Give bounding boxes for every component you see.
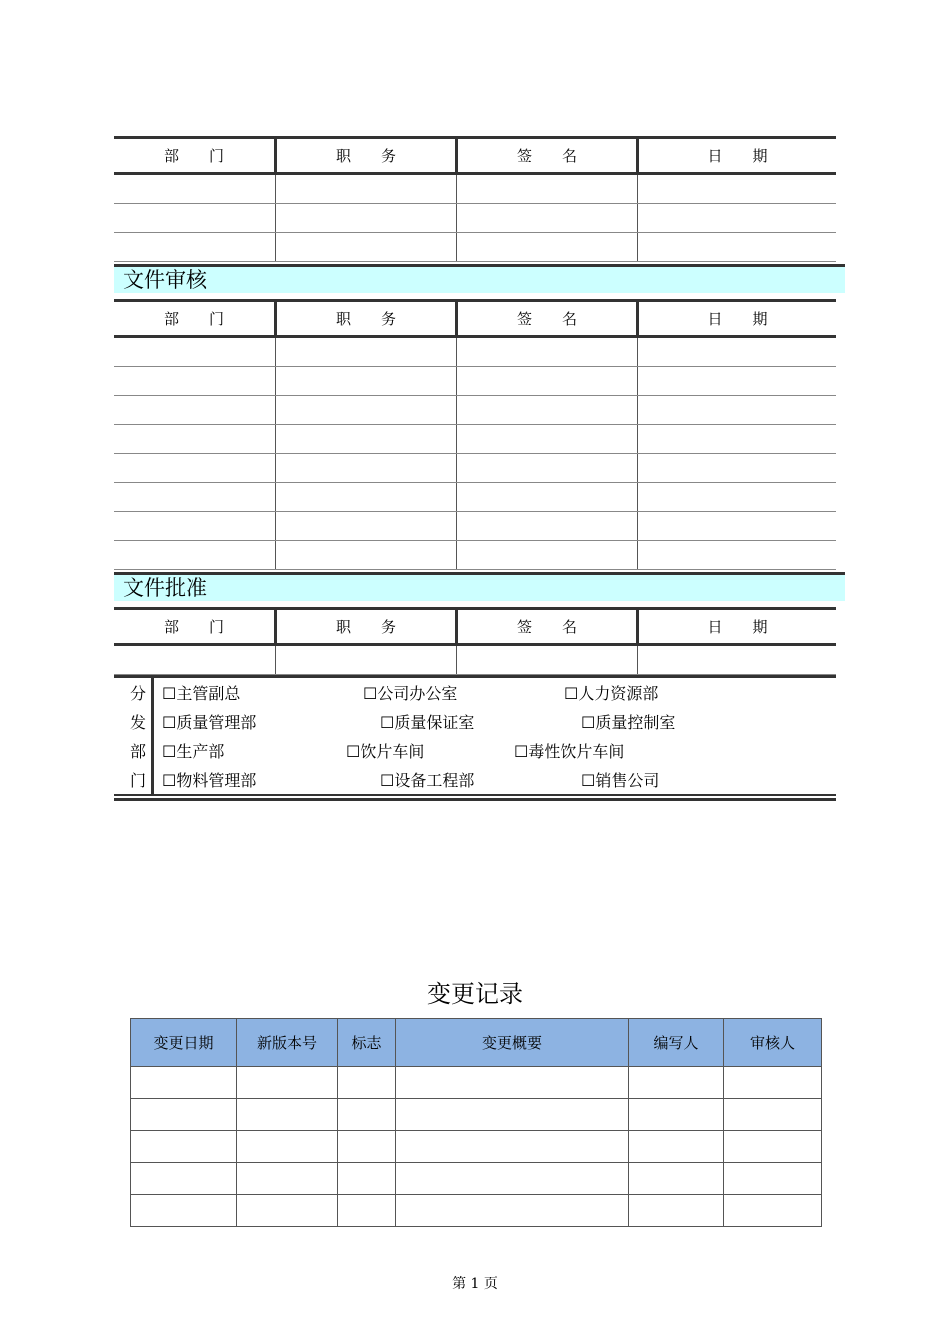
cell[interactable] [276, 233, 457, 262]
cell[interactable] [114, 204, 276, 233]
cell[interactable] [457, 174, 638, 204]
cell[interactable] [338, 1195, 396, 1227]
cell[interactable] [114, 367, 276, 396]
header-date: 日 期 [638, 609, 837, 645]
table-row [114, 645, 836, 675]
cell[interactable] [629, 1131, 724, 1163]
cell[interactable] [114, 512, 276, 541]
table-header-row [114, 301, 836, 337]
cell[interactable] [114, 425, 276, 454]
page-number: 第 1 页 [452, 1276, 498, 1292]
cell[interactable] [114, 396, 276, 425]
table-row [114, 174, 836, 204]
cell[interactable] [131, 1163, 237, 1195]
cell[interactable] [114, 174, 276, 204]
cell[interactable] [638, 174, 837, 204]
cell[interactable] [724, 1163, 822, 1195]
cell[interactable] [114, 454, 276, 483]
cell[interactable] [457, 541, 638, 570]
cell[interactable] [457, 367, 638, 396]
cell[interactable] [457, 512, 638, 541]
cell[interactable] [237, 1067, 338, 1099]
cell[interactable] [638, 645, 837, 675]
cell[interactable] [237, 1163, 338, 1195]
cell[interactable] [338, 1131, 396, 1163]
cell[interactable] [276, 396, 457, 425]
table-header-row [131, 1019, 822, 1067]
cell[interactable] [724, 1099, 822, 1131]
distribution-label-char: 发 [130, 713, 147, 732]
table-row [131, 1067, 822, 1099]
cell[interactable] [114, 645, 276, 675]
cell[interactable] [237, 1099, 338, 1131]
cell[interactable] [638, 367, 837, 396]
cell[interactable] [457, 233, 638, 262]
checkbox-option[interactable]: ☐主管副总 [162, 684, 241, 703]
cell[interactable] [724, 1067, 822, 1099]
header-change-summary: 变更概要 [396, 1019, 629, 1067]
header-signature: 签 名 [457, 138, 638, 174]
cell[interactable] [276, 174, 457, 204]
section-approval-title: 文件批准 [123, 576, 207, 600]
cell[interactable] [638, 396, 837, 425]
section-review [114, 264, 845, 293]
cell[interactable] [724, 1131, 822, 1163]
header-position: 职 务 [276, 301, 457, 337]
cell[interactable] [396, 1163, 629, 1195]
cell[interactable] [276, 541, 457, 570]
header-signature: 签 名 [457, 301, 638, 337]
cell[interactable] [457, 454, 638, 483]
cell[interactable] [638, 337, 837, 367]
table-row [114, 454, 836, 483]
cell[interactable] [457, 396, 638, 425]
cell[interactable] [629, 1099, 724, 1131]
checkbox-option[interactable]: ☐质量控制室 [581, 713, 676, 732]
table-row [131, 1099, 822, 1131]
cell[interactable] [638, 454, 837, 483]
header-flag: 标志 [338, 1019, 396, 1067]
divider [114, 798, 836, 801]
checkbox-option[interactable]: ☐人力资源部 [564, 684, 659, 703]
divider [114, 794, 836, 796]
cell[interactable] [457, 645, 638, 675]
checkbox-option[interactable]: ☐销售公司 [581, 771, 660, 790]
checkbox-option[interactable]: ☐公司办公室 [363, 684, 458, 703]
cell[interactable] [457, 425, 638, 454]
table-header-row [114, 138, 836, 174]
checkbox-option[interactable]: ☐设备工程部 [380, 771, 475, 790]
table-row [114, 337, 836, 367]
table-row [114, 396, 836, 425]
cell[interactable] [131, 1099, 237, 1131]
cell[interactable] [338, 1099, 396, 1131]
header-change-date: 变更日期 [131, 1019, 237, 1067]
checkbox-option[interactable]: ☐饮片车间 [346, 742, 425, 761]
header-department: 部 门 [114, 301, 276, 337]
cell[interactable] [638, 483, 837, 512]
table-row [114, 233, 836, 262]
cell[interactable] [396, 1195, 629, 1227]
cell[interactable] [237, 1131, 338, 1163]
cell[interactable] [276, 483, 457, 512]
change-log-title: 变更记录 [427, 980, 523, 1008]
cell[interactable] [396, 1067, 629, 1099]
signature-table-approval [114, 607, 836, 675]
table-row [114, 483, 836, 512]
signature-table-top [114, 136, 836, 262]
header-new-version: 新版本号 [237, 1019, 338, 1067]
cell[interactable] [131, 1195, 237, 1227]
checkbox-option[interactable]: ☐毒性饮片车间 [514, 742, 625, 761]
checkbox-option[interactable]: ☐质量管理部 [162, 713, 257, 732]
cell[interactable] [457, 337, 638, 367]
header-date: 日 期 [638, 301, 837, 337]
section-approval [114, 572, 845, 601]
cell[interactable] [638, 541, 837, 570]
cell[interactable] [338, 1067, 396, 1099]
change-log-table [130, 1018, 822, 1227]
cell[interactable] [396, 1131, 629, 1163]
cell[interactable] [276, 454, 457, 483]
cell[interactable] [276, 367, 457, 396]
table-row [114, 512, 836, 541]
cell[interactable] [276, 204, 457, 233]
cell[interactable] [638, 233, 837, 262]
cell[interactable] [629, 1163, 724, 1195]
table-row [114, 425, 836, 454]
distribution-label-char: 部 [130, 742, 147, 761]
header-position: 职 务 [276, 138, 457, 174]
table-row [131, 1195, 822, 1227]
cell[interactable] [396, 1099, 629, 1131]
cell[interactable] [638, 512, 837, 541]
section-review-title: 文件审核 [123, 268, 207, 292]
distribution-label [114, 678, 154, 795]
header-position: 职 务 [276, 609, 457, 645]
cell[interactable] [114, 233, 276, 262]
header-department: 部 门 [114, 609, 276, 645]
cell[interactable] [629, 1195, 724, 1227]
cell[interactable] [276, 425, 457, 454]
checkbox-option[interactable]: ☐物料管理部 [162, 771, 257, 790]
checkbox-option[interactable]: ☐质量保证室 [380, 713, 475, 732]
cell[interactable] [457, 204, 638, 233]
header-author: 编写人 [629, 1019, 724, 1067]
cell[interactable] [638, 204, 837, 233]
cell[interactable] [131, 1131, 237, 1163]
table-row [131, 1131, 822, 1163]
cell[interactable] [276, 645, 457, 675]
header-signature: 签 名 [457, 609, 638, 645]
table-row [114, 541, 836, 570]
cell[interactable] [131, 1067, 237, 1099]
distribution-label-char: 门 [130, 771, 147, 790]
cell[interactable] [629, 1067, 724, 1099]
cell[interactable] [114, 541, 276, 570]
header-reviewer: 审核人 [724, 1019, 822, 1067]
cell[interactable] [276, 337, 457, 367]
distribution-label-char: 分 [130, 684, 147, 703]
header-department: 部 门 [114, 138, 276, 174]
cell[interactable] [638, 425, 837, 454]
table-row [131, 1163, 822, 1195]
cell[interactable] [724, 1195, 822, 1227]
table-row [114, 204, 836, 233]
checkbox-option[interactable]: ☐生产部 [162, 742, 225, 761]
signature-table-review [114, 299, 836, 570]
cell[interactable] [276, 512, 457, 541]
table-row [114, 367, 836, 396]
distribution-section [114, 675, 836, 800]
cell[interactable] [114, 483, 276, 512]
table-header-row [114, 609, 836, 645]
header-date: 日 期 [638, 138, 837, 174]
cell[interactable] [457, 483, 638, 512]
cell[interactable] [114, 337, 276, 367]
cell[interactable] [338, 1163, 396, 1195]
cell[interactable] [237, 1195, 338, 1227]
